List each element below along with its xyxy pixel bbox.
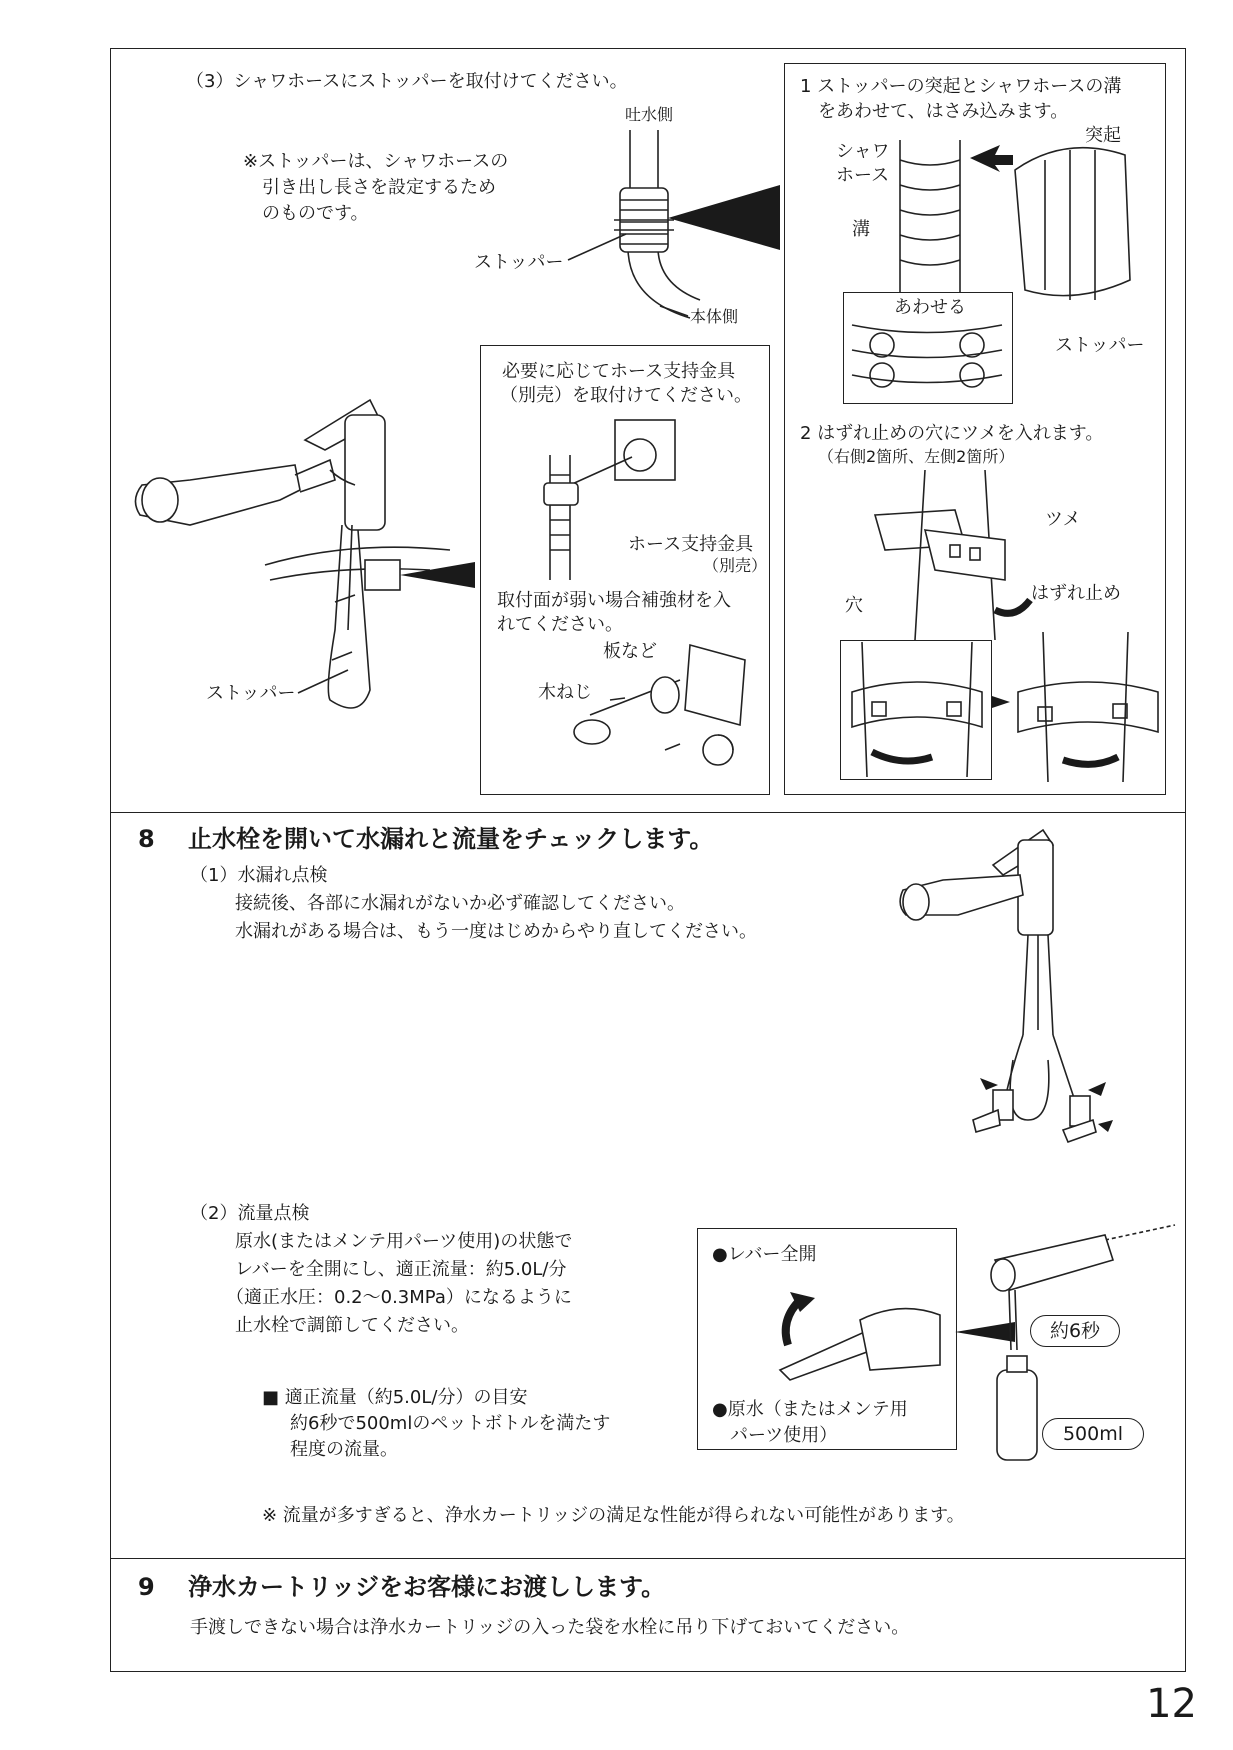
label-stopper-detail: ストッパー xyxy=(1055,335,1145,356)
label-hose-bracket: ホース支持金具 xyxy=(628,534,754,555)
detail-step1-line1: 1 ストッパーの突起とシャワホースの溝 xyxy=(800,76,1122,97)
sub2-line2: レバーを全開にし、適正流量：約5.0L/分 xyxy=(235,1259,567,1280)
label-groove: 溝 xyxy=(852,219,870,240)
label-shower-hose-2: ホース xyxy=(836,165,890,186)
lever-full-open: ●レバー全開 xyxy=(712,1244,817,1265)
flow-guide-line2: 約6秒で500mlのペットボトルを満たす xyxy=(290,1413,611,1434)
label-wood-screw: 木ねじ xyxy=(538,682,592,703)
section9-body: 手渡しできない場合は浄水カートリッジの入った袋を水栓に吊り下げておいてください。 xyxy=(190,1617,910,1638)
leader-line xyxy=(660,304,700,324)
claw-hole-illustration xyxy=(855,470,1075,640)
time-pill: 約6秒 xyxy=(1030,1315,1120,1347)
support-line2: （別売）を取付けてください。 xyxy=(500,385,752,406)
lock-before-illustration xyxy=(842,642,992,777)
sub1-heading: （1）水漏れ点検 xyxy=(190,865,328,886)
label-sold-separately: （別売） xyxy=(703,556,768,575)
sub2-line4: 止水栓で調節してください。 xyxy=(235,1315,469,1336)
volume-pill: 500ml xyxy=(1042,1418,1144,1450)
reinforcement-illustration xyxy=(570,640,750,770)
detail-step1-line2: をあわせて、はさみ込みます。 xyxy=(818,101,1069,122)
raw-water-line1: ●原水（またはメンテ用 xyxy=(712,1399,908,1420)
section9-title: 浄水カートリッジをお客様にお渡しします。 xyxy=(188,1573,666,1601)
weak-surface-line2: れてください。 xyxy=(497,614,623,635)
sub1-line1: 接続後、各部に水漏れがないか必ず確認してください。 xyxy=(235,893,685,914)
arrow-right xyxy=(992,692,1012,712)
flow-guide-line3: 程度の流量。 xyxy=(290,1439,398,1460)
label-stopper-small: ストッパー xyxy=(474,252,564,273)
label-align: あわせる xyxy=(894,297,966,318)
weak-surface-line1: 取付面が弱い場合補強材を入 xyxy=(497,590,731,611)
section8-title: 止水栓を開いて水漏れと流量をチェックします。 xyxy=(188,825,714,853)
align-illustration xyxy=(847,320,1007,400)
label-body-side: 本体側 xyxy=(690,307,739,326)
sub1-line2: 水漏れがある場合は、もう一度はじめからやり直してください。 xyxy=(235,921,757,942)
support-line1: 必要に応じてホース支持金具 xyxy=(502,361,736,382)
sub2-line1: 原水(またはメンテ用パーツ使用)の状態で xyxy=(235,1231,573,1252)
label-hole: 穴 xyxy=(845,595,863,616)
stopper-clamp-illustration xyxy=(895,130,1155,310)
lever-open-illustration xyxy=(760,1280,960,1390)
page-number: 12 xyxy=(1146,1681,1197,1727)
label-outlet-side: 吐水側 xyxy=(625,105,674,124)
lock-after-illustration xyxy=(1013,632,1163,782)
support-bracket-illustration xyxy=(540,415,720,585)
detail-step2-line1: 2 はずれ止めの穴にツメを入れます。 xyxy=(800,423,1104,444)
label-claw: ツメ xyxy=(1045,509,1081,530)
stopper-note-line1: ※ストッパーは、シャワホースの xyxy=(243,151,509,172)
label-shower-hose-1: シャワ xyxy=(836,141,890,162)
step3-heading: （3）シャワホースにストッパーを取付けてください。 xyxy=(186,71,628,92)
label-protrusion: 突起 xyxy=(1085,125,1121,146)
label-lock: はずれ止め xyxy=(1031,583,1121,604)
section9-number: 9 xyxy=(138,1573,155,1601)
stopper-note-line3: のものです。 xyxy=(262,203,369,224)
sub2-heading: （2）流量点検 xyxy=(190,1203,310,1224)
detail-step2-line2: （右側2箇所、左側2箇所） xyxy=(818,447,1015,466)
raw-water-line2: パーツ使用） xyxy=(730,1425,838,1446)
flow-guide-line1: ■ 適正流量（約5.0L/分）の目安 xyxy=(262,1387,528,1408)
label-stopper-main: ストッパー xyxy=(206,683,296,704)
leader-line xyxy=(568,232,628,262)
leader-line xyxy=(298,668,358,698)
sub2-line3: （適正水圧：0.2〜0.3MPa）になるように xyxy=(226,1287,572,1308)
stopper-note-line2: 引き出し長さを設定するため xyxy=(262,177,496,198)
faucet-leak-check-illustration xyxy=(898,820,1168,1180)
label-board: 板など xyxy=(603,641,657,662)
flow-warning: ※ 流量が多すぎると、浄水カートリッジの満足な性能が得られない可能性があります。 xyxy=(262,1505,965,1526)
section8-number: 8 xyxy=(138,825,155,853)
